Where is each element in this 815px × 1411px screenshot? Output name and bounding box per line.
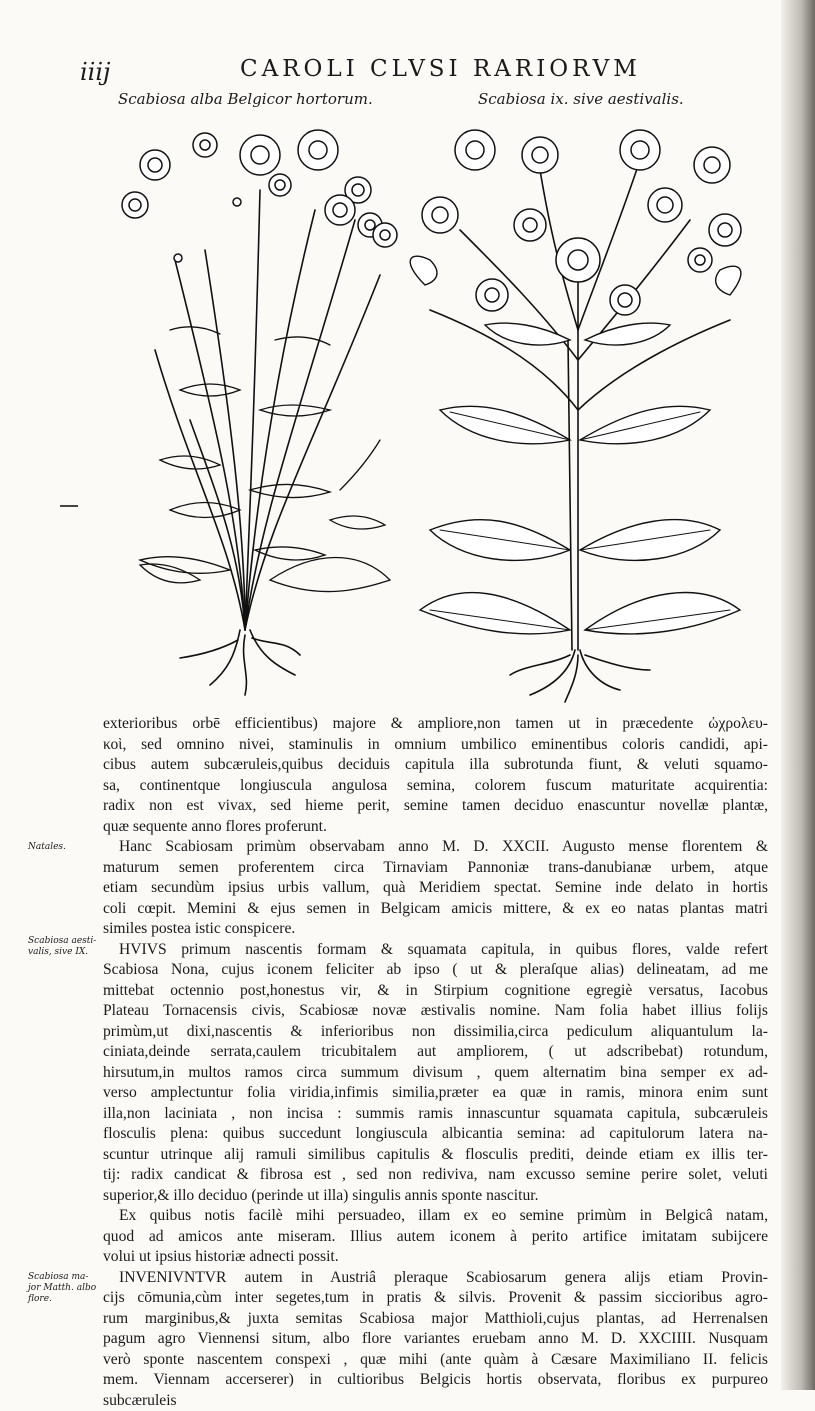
running-head: CAROLI CLVSI RARIORVM bbox=[240, 56, 641, 82]
plant-illustration-right bbox=[410, 130, 741, 702]
text-line: maturum semen proferentem circa Tirnaviam Pannoniæ trans-danubianæ urbem, atque bbox=[103, 858, 768, 879]
text-line: radix non est vivax, sed hieme perit, semine tamen deciduo enascuntur novellæ plantæ, bbox=[103, 796, 768, 817]
text-line: κοὶ, sed omnino nivei, staminulis in omnium umbilico eminentibus coloris candidi, api- bbox=[103, 735, 768, 756]
text-line: scuntur utrinque alij ramuli similibus capitulis & flosculis prediti, deinde etiam ex illis ter- bbox=[103, 1145, 768, 1166]
text-line: quæ sequente anno flores proferunt. bbox=[103, 817, 768, 838]
text-line: primùm,ut dixi,nascentis & inferioribus non dissimilia,circa pediculum aliquantulum la- bbox=[103, 1022, 768, 1043]
text-line: hirsutum,in multos ramos circa summum divisum , quem alternatim bina semper ex ad- bbox=[103, 1063, 768, 1084]
text-line: cijs cōmunia,cùm inter segetes,tum in pratis & silvis. Provenit & passim siccioribus agro- bbox=[103, 1288, 768, 1309]
text-line: quod ad amicos ante miseram. Illius autem iconem à perito artifice imitatam subijcere bbox=[103, 1227, 768, 1248]
botanical-plates bbox=[100, 110, 760, 710]
text-line: mem. Viennam accerserer) in cultioribus Belgicis hortis observata, floribus ex purpureo bbox=[103, 1370, 768, 1391]
caption-right: Scabiosa ix. sive aestivalis. bbox=[478, 90, 684, 108]
caption-left: Scabiosa alba Belgicor hortorum. bbox=[118, 90, 373, 108]
page-gutter-shadow bbox=[781, 0, 815, 1390]
text-line: rum marginibus,& juxta semitas Scabiosa major Matthioli,cujus plantas, ad Herrenalsen bbox=[103, 1309, 768, 1330]
body-text bbox=[103, 714, 768, 1411]
text-line: verso amplectuntur folia viridia,infimis similia,præter ea quæ in ramis, minora enim sunt bbox=[103, 1083, 768, 1104]
text-line: HVIVS primum nascentis formam & squamata capitula, in quibus flores, valde refert bbox=[103, 940, 768, 961]
text-line: etiam secundùm ipsius urbis vallum, quà Meridiem spectat. Semine inde delato in hortis bbox=[103, 878, 768, 899]
text-line: tij: radix candicat & fibrosa est , sed non rediviva, nam excusso semine perire solet, veluti bbox=[103, 1165, 768, 1186]
text-line: subcæruleis bbox=[103, 1391, 768, 1411]
page-header bbox=[80, 52, 760, 92]
text-line: flosculis plena: quibus succedunt longiuscula albicantia semina: ad capitulorum latera na- bbox=[103, 1124, 768, 1145]
page-number: iiij bbox=[80, 58, 110, 86]
text-line: sa, continentque longiuscula angulosa semina, colorem fuscum maturitate acquirentia: bbox=[103, 776, 768, 797]
text-line: INVENIVNTVR autem in Austriâ pleraque Scabiosarum genera alijs etiam Provin- bbox=[103, 1268, 768, 1289]
margin-note-natales: Natales. bbox=[28, 842, 98, 853]
margin-note-scabiosa-aestivalis: Scabiosa aesti-valis, sive IX. bbox=[28, 936, 98, 958]
text-line: illa,non laciniata , non incisa : summis ramis innascuntur squamata capitula, subcæruleis bbox=[103, 1104, 768, 1125]
text-line: Scabiosa Nona, cujus iconem feliciter ab ipso ( ut & pleraſque alias) delineatam, ad me bbox=[103, 960, 768, 981]
text-line: Ex quibus notis facilè mihi persuadeo, illam ex eo semine primùm in Belgicâ natam, bbox=[103, 1206, 768, 1227]
text-line: Hanc Scabiosam primùm observabam anno M. D. XXCII. Augusto mense florentem & bbox=[103, 837, 768, 858]
text-line: cibus autem subcæruleis,quibus deciduis capitula illa subrotunda fiunt, & veluti squamo- bbox=[103, 755, 768, 776]
text-line: pagum agro Viennensi situm, albo flore variantes eruebam anno M. D. XXCIIII. Nusquam bbox=[103, 1329, 768, 1350]
text-line: coli cœpit. Memini & ejus semen in Belgicam amicis mittere, & ex eo natas plantas matri bbox=[103, 899, 768, 920]
text-line: superior,& illo deciduo (perinde ut illa) singulis annis sponte nascitur. bbox=[103, 1186, 768, 1207]
text-line: exterioribus orbē efficientibus) majore & ampliore,non tamen ut in præcedente ὠχρολευ- bbox=[103, 714, 768, 735]
plant-illustration-left bbox=[122, 130, 397, 695]
text-line: similes postea istic conspicere. bbox=[103, 919, 768, 940]
text-line: mittebat octennio post,honestus vir, & in Stirpium cognitione egregiè versatus, Iacobus bbox=[103, 981, 768, 1002]
text-line: Plateau Tornacensis civis, Scabiosæ novæ æstivalis nomine. Nam folia habet illius folijs bbox=[103, 1001, 768, 1022]
margin-note-scabiosa-major: Scabiosa ma-jor Matth. albo flore. bbox=[28, 1272, 98, 1305]
text-line: verò sponte nascentem conspexi , quæ mihi (ante quàm à Cæsare Maximiliano II. felicis bbox=[103, 1350, 768, 1371]
text-line: ciniata,deinde serrata,caulem tricubitalem aut ampliorem, ( ut adscribebat) rotundum, bbox=[103, 1042, 768, 1063]
text-line: volui ut ipsius historiæ adnecti possit. bbox=[103, 1247, 768, 1268]
margin-mark bbox=[60, 505, 78, 507]
